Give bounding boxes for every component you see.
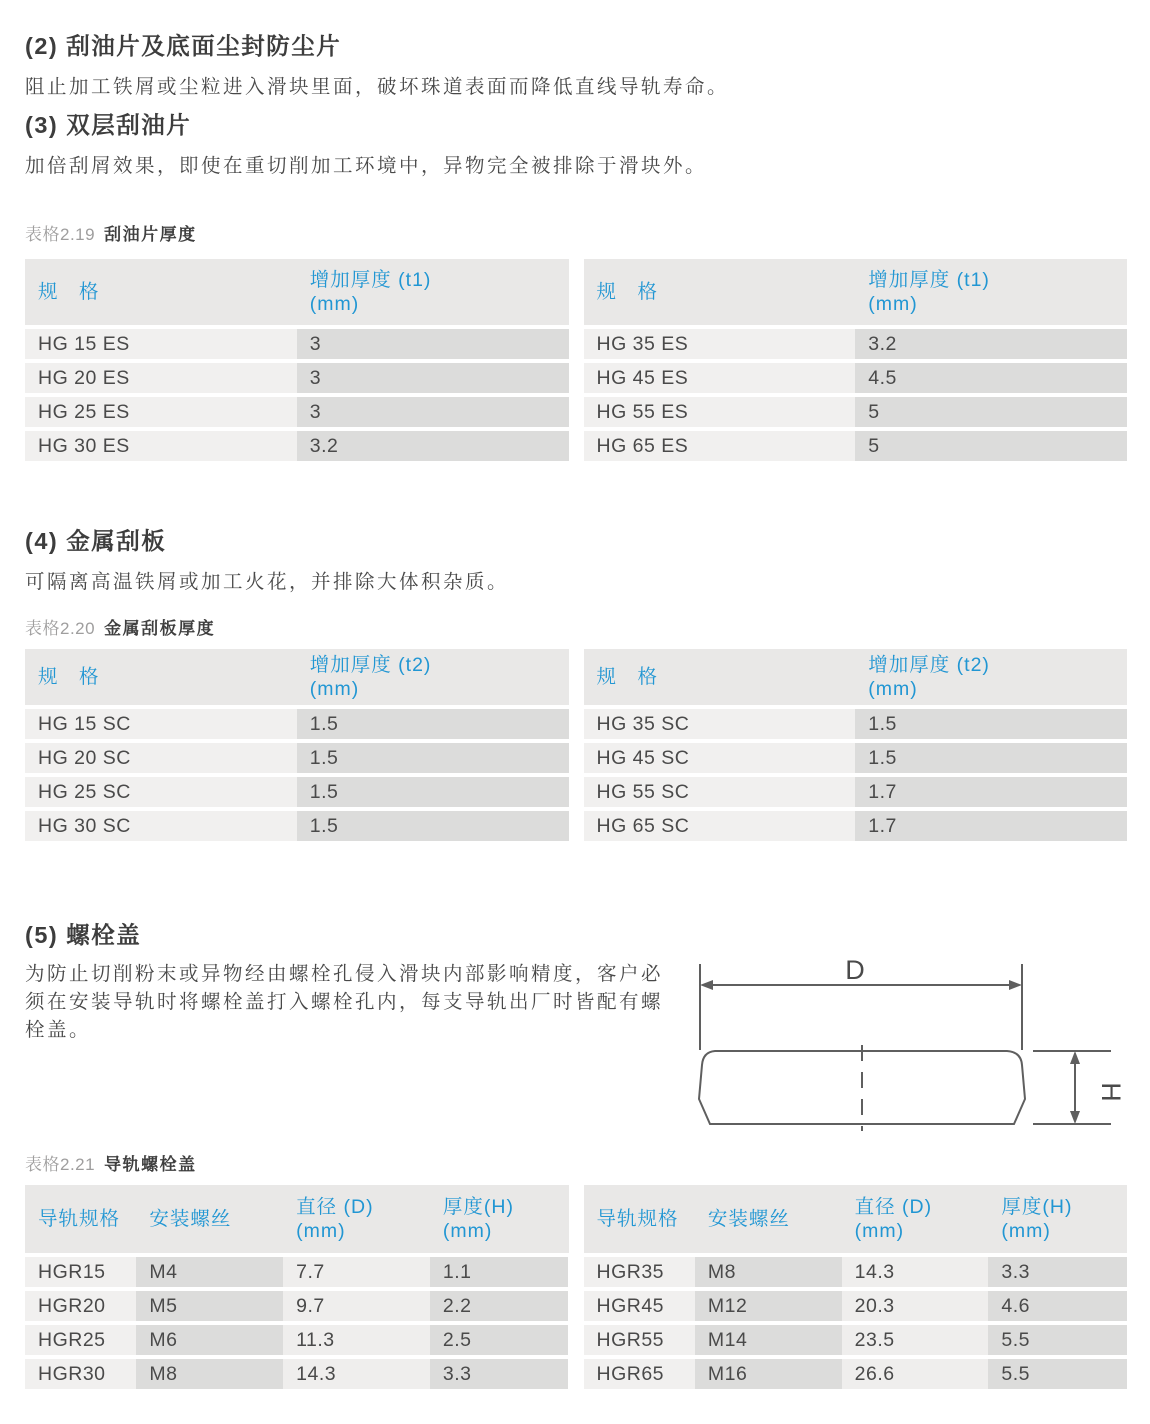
dimension-d-label: D [845, 958, 865, 985]
column-header-line2: (mm) [868, 678, 918, 700]
table-cell: 1.5 [855, 709, 1127, 739]
table-header-row [25, 259, 569, 325]
table-cell: 2.5 [430, 1325, 569, 1355]
table-cell: 5 [855, 431, 1127, 461]
table-2-21-right-half [584, 1185, 1128, 1389]
table-cell: HGR15 [25, 1257, 136, 1287]
table-2-21-caption [25, 1154, 1127, 1175]
column-header-line1: 厚度(H) [1001, 1196, 1073, 1218]
table-body [25, 329, 569, 461]
section-3-heading: (3) 双层刮油片 [25, 112, 192, 138]
column-header-thickness [297, 649, 569, 705]
table-row [584, 397, 1128, 427]
column-header-line1: 厚度(H) [442, 1196, 514, 1218]
table-cell: M8 [136, 1359, 283, 1389]
table-cell: 1.5 [297, 777, 569, 807]
column-header-line1: 增加厚度 (t1) [868, 269, 990, 291]
caption-title: 刮油片厚度 [104, 225, 197, 244]
column-header-line2: (mm) [1001, 1220, 1051, 1242]
column-header-thickness [855, 259, 1127, 325]
column-header-line1: 增加厚度 (t1) [309, 269, 432, 291]
column-header-line2: (mm) [854, 1220, 905, 1242]
column-header-diameter [283, 1185, 430, 1253]
table-cell: 9.7 [283, 1291, 430, 1321]
table-cell: 1.5 [297, 811, 569, 841]
table-row [25, 1291, 569, 1321]
table-cell: HGR35 [584, 1257, 695, 1287]
column-header-line1: 直径 (D) [296, 1196, 374, 1218]
table-row [25, 1325, 569, 1355]
table-cell: HG 45 SC [584, 743, 856, 773]
table-cell: 3.3 [988, 1257, 1127, 1287]
table-cell: HG 25 ES [25, 397, 297, 427]
table-header-row [584, 1185, 1128, 1253]
section-5-content [25, 960, 1127, 1150]
table-cell: 3 [297, 397, 569, 427]
table-cell: 3.3 [430, 1359, 569, 1389]
table-row [584, 811, 1128, 841]
table-cell: 20.3 [842, 1291, 989, 1321]
table-header-row [584, 649, 1128, 705]
column-header-line1: 直径 (D) [854, 1196, 933, 1218]
table-cell: 5.5 [988, 1359, 1127, 1389]
table-row [25, 1257, 569, 1287]
table-cell: HG 30 ES [25, 431, 297, 461]
table-cell: 3 [297, 363, 569, 393]
section-4-body: 可隔离高温铁屑或加工火花，并排除大体积杂质。 [25, 571, 510, 593]
table-cell: M4 [136, 1257, 283, 1287]
table-cell: 5.5 [988, 1325, 1127, 1355]
table-row [25, 329, 569, 359]
table-cell: 7.7 [283, 1257, 430, 1287]
section-2-body: 阻止加工铁屑或尘粒进入滑块里面，破坏珠道表面而降低直线导轨寿命。 [25, 76, 730, 98]
table-cell: HG 20 SC [25, 743, 297, 773]
table-cell: 3.2 [297, 431, 569, 461]
column-header-thickness [855, 649, 1127, 705]
table-row [584, 777, 1128, 807]
column-header-line1: 增加厚度 (t2) [868, 654, 990, 676]
section-4-heading: (4) 金属刮板 [25, 528, 167, 554]
table-row [25, 1359, 569, 1389]
section-3-body: 加倍刮屑效果，即使在重切削加工环境中，异物完全被排除于滑块外。 [25, 155, 708, 177]
column-header-spec: 规 格 [596, 281, 659, 303]
table-2-19-right-half [584, 259, 1128, 461]
column-header-line2: (mm) [296, 1220, 346, 1242]
table-row [25, 431, 569, 461]
column-header-height [430, 1185, 569, 1253]
table-cell: HGR20 [25, 1291, 136, 1321]
table-cell: HG 15 SC [25, 709, 297, 739]
table-row [25, 811, 569, 841]
table-2-20 [25, 649, 1127, 841]
section-5-body: 为防止切削粉末或异物经由螺栓孔侵入滑块内部影响精度，客户必须在安装导轨时将螺栓盖打入螺栓孔内，每支导轨出厂时皆配有螺栓盖。 [25, 963, 664, 1041]
table-cell: 1.5 [297, 743, 569, 773]
table-cell: 1.7 [855, 777, 1127, 807]
table-cell: HG 35 ES [584, 329, 856, 359]
table-2-20-caption [25, 618, 1127, 639]
table-cell: 11.3 [283, 1325, 430, 1355]
table-2-19-left-half [25, 259, 569, 461]
table-cell: 14.3 [842, 1257, 989, 1287]
column-header-rail: 导轨规格 [38, 1208, 121, 1230]
column-header-spec: 规 格 [596, 666, 659, 688]
table-cell: M5 [136, 1291, 283, 1321]
table-cell: 4.6 [988, 1291, 1127, 1321]
table-cell: M8 [695, 1257, 842, 1287]
table-cell: HG 20 ES [25, 363, 297, 393]
column-header-rail: 导轨规格 [596, 1208, 679, 1230]
table-row [25, 777, 569, 807]
table-row [584, 431, 1128, 461]
column-header-height [988, 1185, 1127, 1253]
table-2-20-left-half [25, 649, 569, 841]
table-2-21-left-half [25, 1185, 569, 1389]
table-cell: HGR55 [584, 1325, 695, 1355]
table-cell: HGR30 [25, 1359, 136, 1389]
table-2-20-right-half [584, 649, 1128, 841]
table-cell: 1.5 [855, 743, 1127, 773]
table-2-19-caption [25, 224, 1127, 245]
table-cell: HG 25 SC [25, 777, 297, 807]
table-row [25, 363, 569, 393]
table-cell: HGR25 [25, 1325, 136, 1355]
column-header-diameter [842, 1185, 989, 1253]
table-cell: 3.2 [855, 329, 1127, 359]
table-cell: M14 [695, 1325, 842, 1355]
table-cell: 2.2 [430, 1291, 569, 1321]
column-header-spec: 规 格 [38, 281, 100, 303]
caption-label: 表格2.20 [25, 619, 96, 638]
table-row [25, 709, 569, 739]
section-5-heading: (5) 螺栓盖 [25, 922, 142, 948]
table-cell: 4.5 [855, 363, 1127, 393]
table-row [584, 743, 1128, 773]
column-header-line2: (mm) [309, 293, 360, 315]
caption-title: 导轨螺栓盖 [104, 1155, 197, 1174]
table-body [25, 1257, 569, 1389]
bolt-cap-shape [699, 1045, 1025, 1131]
table-cell: HG 30 SC [25, 811, 297, 841]
table-row [25, 397, 569, 427]
table-cell: HG 15 ES [25, 329, 297, 359]
section-2-heading: (2) 刮油片及底面尘封防尘片 [25, 33, 342, 59]
caption-label: 表格2.21 [25, 1155, 96, 1174]
column-header-thickness [297, 259, 569, 325]
table-row [584, 329, 1128, 359]
dimension-h-arrow [1033, 1051, 1126, 1124]
table-cell: HG 65 ES [584, 431, 856, 461]
dimension-h-label: H [1096, 1082, 1126, 1102]
table-body [25, 709, 569, 841]
column-header-screw: 安装螺丝 [707, 1208, 790, 1230]
table-cell: M6 [136, 1325, 283, 1355]
table-cell: HG 55 ES [584, 397, 856, 427]
table-cell: M12 [695, 1291, 842, 1321]
table-cell: HGR65 [584, 1359, 695, 1389]
caption-label: 表格2.19 [25, 225, 96, 244]
table-cell: 1.5 [297, 709, 569, 739]
table-cell: HG 35 SC [584, 709, 856, 739]
table-cell: 14.3 [283, 1359, 430, 1389]
table-cell: 23.5 [842, 1325, 989, 1355]
table-row [584, 1257, 1128, 1287]
column-header-line2: (mm) [442, 1220, 493, 1242]
table-row [584, 709, 1128, 739]
table-cell: HGR45 [584, 1291, 695, 1321]
column-header-spec: 规 格 [38, 666, 100, 688]
table-cell: HG 65 SC [584, 811, 856, 841]
column-header-screw: 安装螺丝 [149, 1208, 232, 1230]
dimension-d-arrow [700, 958, 1022, 1050]
table-cell: HG 45 ES [584, 363, 856, 393]
table-2-21 [25, 1185, 1127, 1389]
caption-title: 金属刮板厚度 [104, 619, 216, 638]
table-row [584, 1325, 1128, 1355]
table-body [584, 1257, 1128, 1389]
bolt-cap-diagram [675, 958, 1130, 1150]
column-header-line2: (mm) [309, 678, 360, 700]
column-header-line1: 增加厚度 (t2) [309, 654, 432, 676]
table-row [584, 1291, 1128, 1321]
table-row [584, 1359, 1128, 1389]
table-row [25, 743, 569, 773]
table-header-row [25, 1185, 569, 1253]
table-header-row [584, 259, 1128, 325]
table-cell: 1.7 [855, 811, 1127, 841]
table-cell: 1.1 [430, 1257, 569, 1287]
table-body [584, 709, 1128, 841]
table-cell: M16 [695, 1359, 842, 1389]
column-header-line2: (mm) [868, 293, 918, 315]
table-cell: 3 [297, 329, 569, 359]
table-header-row [25, 649, 569, 705]
table-row [584, 363, 1128, 393]
table-2-19 [25, 259, 1127, 461]
table-cell: 5 [855, 397, 1127, 427]
table-cell: HG 55 SC [584, 777, 856, 807]
table-cell: 26.6 [842, 1359, 989, 1389]
table-body [584, 329, 1128, 461]
